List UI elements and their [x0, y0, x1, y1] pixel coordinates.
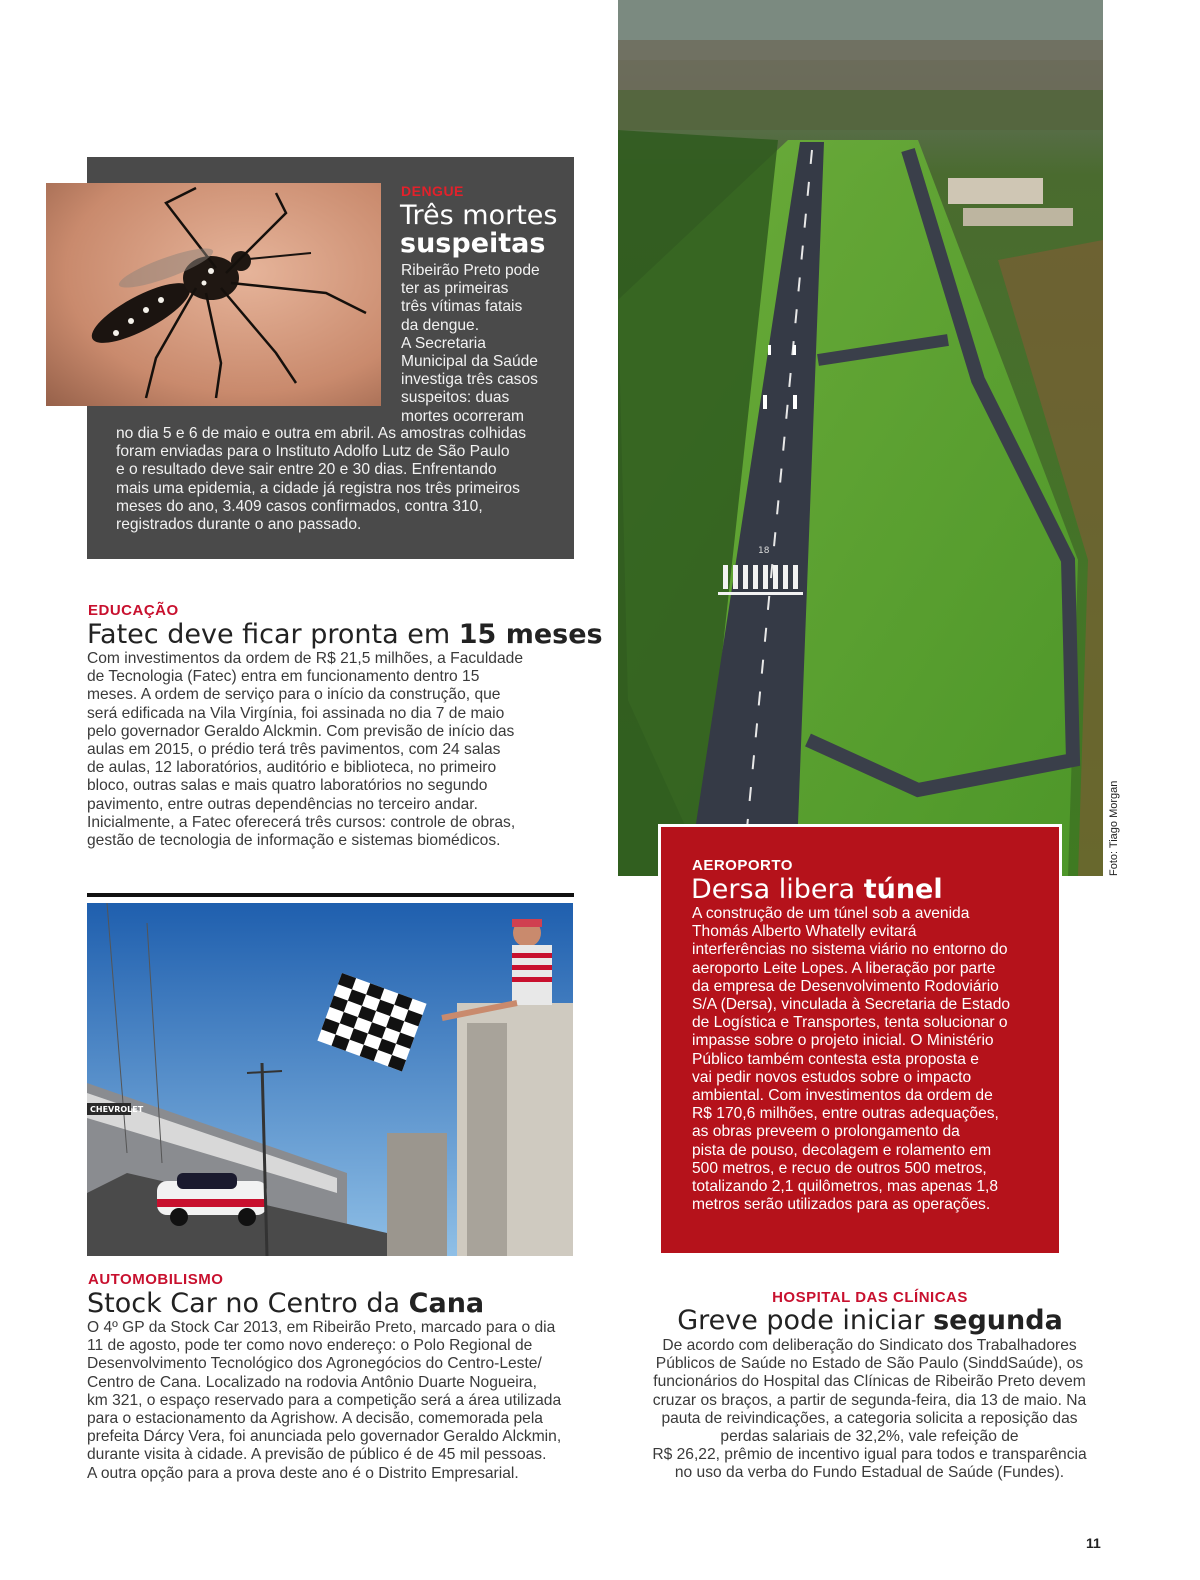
text-line: para o estacionamento da Agrishow. A decisão, comemorada pela: [87, 1410, 543, 1428]
text-line: as obras preveem o prolongamento da: [692, 1123, 960, 1141]
text-line: no uso da verba do Fundo Estadual de Saúde (Fundes).: [674, 1464, 1065, 1482]
text-line: de Logística e Transportes, tenta solucionar o: [692, 1014, 1008, 1032]
text-line: meses do ano, 3.409 casos confirmados, contra 310,: [116, 497, 483, 515]
text-line: impasse sobre o projeto inicial. O Ministério: [692, 1032, 994, 1050]
text-line: registrados durante o ano passado.: [116, 516, 362, 534]
photo-credit: Foto: Tiago Morgan: [1108, 780, 1120, 876]
text-line: suspeitos: duas: [401, 389, 510, 407]
text-line: de Tecnologia (Fatec) entra em funcionamento dentro 15: [87, 668, 480, 686]
automobilismo-body: [87, 1319, 597, 1483]
text-line: Públicos de Saúde no Estado de São Paulo (SinddSaúde), os: [655, 1355, 1084, 1373]
mosquito-photo: [46, 183, 381, 406]
text-line: Desenvolvimento Tecnológico dos Agronegócios do Centro-Leste/: [87, 1355, 542, 1373]
text-line: ter as primeiras: [401, 280, 509, 298]
text-line: cruzar os braços, a partir de segunda-feira, dia 13 de maio. Na: [652, 1391, 1087, 1409]
text-line: Inicialmente, a Fatec oferecerá três cursos: controle de obras,: [87, 813, 516, 831]
text-line: S/A (Dersa), vinculada à Secretaria de Estado: [692, 996, 1011, 1014]
dengue-headline-bold: suspeitas: [400, 228, 546, 260]
text-line: Municipal da Saúde: [401, 353, 538, 371]
text-line: da empresa de Desenvolvimento Rodoviário: [692, 977, 999, 995]
text-line: Com investimentos da ordem de R$ 21,5 milhões, a Faculdade: [87, 650, 523, 667]
text-line: aulas em 2015, o prédio terá três pavimentos, com 24 salas: [87, 741, 501, 759]
text-line: perdas salariais de 32,2%, vale refeição de: [720, 1428, 1019, 1446]
dengue-headline-thin: Três mortes: [400, 200, 558, 231]
text-line: de aulas, 12 laboratórios, auditório e biblioteca, no primeiro: [87, 759, 497, 777]
text-line: foram enviadas para o Instituto Adolfo Lutz de São Paulo: [116, 443, 510, 461]
text-line: bloco, outras salas e mais quatro laboratórios no segundo: [87, 777, 488, 795]
educacao-headline: [87, 621, 603, 649]
educacao-kicker: EDUCAÇÃO: [88, 602, 179, 619]
text-line: no dia 5 e 6 de maio e outra em abril. As amostras colhidas: [116, 425, 526, 442]
aeroporto-headline-thin: Dersa libera: [691, 874, 856, 905]
hospital-headline-bold: segunda: [933, 1305, 1063, 1336]
automobilismo-kicker: AUTOMOBILISMO: [88, 1271, 224, 1288]
automobilismo-headline-thin: Stock Car no Centro da: [87, 1288, 401, 1319]
text-line: e o resultado deve sair entre 20 e 30 dias. Enfrentando: [116, 461, 497, 479]
text-line: funcionários do Hospital das Clínicas de Ribeirão Preto devem: [653, 1373, 1086, 1391]
text-line: Ribeirão Preto pode: [401, 262, 540, 279]
text-line: será edificada na Vila Virgínia, foi assinada no dia 7 de maio: [87, 704, 505, 722]
dengue-body-narrow: [401, 262, 571, 426]
text-line: prefeita Dárcy Vera, foi anunciada pelo governador Geraldo Alckmin,: [87, 1428, 562, 1446]
text-line: ambiental. Com investimentos da ordem de: [692, 1087, 993, 1105]
aeroporto-headline: [691, 876, 943, 904]
section-divider: [87, 893, 574, 897]
text-line: pavimento, entre outras dependências no terceiro andar.: [87, 795, 478, 813]
aeroporto-headline-bold: túnel: [863, 874, 943, 905]
stock-car-race-photo: [87, 903, 573, 1256]
text-line: Centro de Cana. Localizado na rodovia Antônio Duarte Nogueira,: [87, 1373, 537, 1391]
educacao-headline-thin: Fatec deve ficar pronta em: [87, 619, 451, 650]
dengue-kicker: DENGUE: [401, 183, 464, 199]
hospital-kicker: HOSPITAL DAS CLÍNICAS: [772, 1289, 968, 1306]
text-line: pauta de reivindicações, a categoria solicita a reposição das: [661, 1409, 1078, 1427]
text-line: A Secretaria: [401, 334, 486, 352]
text-line: A construção de um túnel sob a avenida: [692, 905, 970, 922]
automobilismo-headline: [87, 1290, 484, 1318]
page-number: 11: [1086, 1535, 1101, 1551]
text-line: Thomás Alberto Whatelly evitará: [692, 923, 917, 941]
text-line: 11 de agosto, pode ter como novo endereço: o Polo Regional de: [87, 1337, 533, 1355]
educacao-body: [87, 650, 557, 850]
text-line: R$ 26,22, prêmio de incentivo igual para todos e transparência: [652, 1446, 1087, 1464]
aeroporto-body: [692, 905, 1042, 1214]
educacao-headline-bold: 15 meses: [458, 619, 603, 650]
text-line: O 4º GP da Stock Car 2013, em Ribeirão Preto, marcado para o dia: [87, 1319, 556, 1336]
automobilismo-headline-bold: Cana: [408, 1288, 485, 1319]
text-line: gestão de tecnologia de informação e sistemas biomédicos.: [87, 832, 501, 850]
text-line: aeroporto Leite Lopes. A liberação por parte: [692, 959, 996, 977]
text-line: mais uma epidemia, a cidade já registra nos três primeiros: [116, 479, 520, 497]
text-line: mortes ocorreram: [401, 407, 525, 425]
dengue-body-wide: [116, 425, 566, 534]
text-line: pelo governador Geraldo Alckmin. Com previsão de início das: [87, 722, 515, 740]
chevrolet-banner: CHEVROLET: [90, 1105, 144, 1114]
aeroporto-kicker: AEROPORTO: [692, 857, 793, 874]
text-line: durante visita à cidade. A previsão de público é de 45 mil pessoas.: [87, 1446, 547, 1464]
hospital-headline: [640, 1307, 1100, 1335]
text-line: interferências no sistema viário no entorno do: [692, 941, 1008, 959]
text-line: Público também contesta esta proposta e: [692, 1050, 979, 1068]
text-line: metros serão utilizados para as operações.: [692, 1196, 991, 1214]
airport-aerial-photo: [618, 0, 1103, 876]
text-line: A outra opção para a prova deste ano é o Distrito Empresarial.: [87, 1464, 519, 1482]
text-line: R$ 170,6 milhões, entre outras adequações,: [692, 1105, 999, 1123]
text-line: De acordo com deliberação do Sindicato dos Trabalhadores: [662, 1337, 1077, 1354]
text-line: 500 metros, e recuo de outros 500 metros,: [692, 1159, 987, 1177]
hospital-body: [632, 1337, 1107, 1483]
text-line: da dengue.: [401, 316, 480, 334]
text-line: investiga três casos: [401, 371, 538, 389]
text-line: totalizando 2,1 quilômetros, mas apenas 1,8: [692, 1178, 998, 1196]
text-line: meses. A ordem de serviço para o início da construção, que: [87, 686, 501, 704]
hospital-headline-thin: Greve pode iniciar: [677, 1305, 925, 1336]
text-line: vai pedir novos estudos sobre o impacto: [692, 1068, 972, 1086]
dengue-headline: [400, 202, 557, 259]
text-line: três vítimas fatais: [401, 298, 523, 316]
text-line: km 321, o espaço reservado para a competição será a área utilizada: [87, 1391, 562, 1409]
text-line: pista de pouso, decolagem e rolamento em: [692, 1141, 992, 1159]
runway-number: 18: [758, 546, 770, 556]
